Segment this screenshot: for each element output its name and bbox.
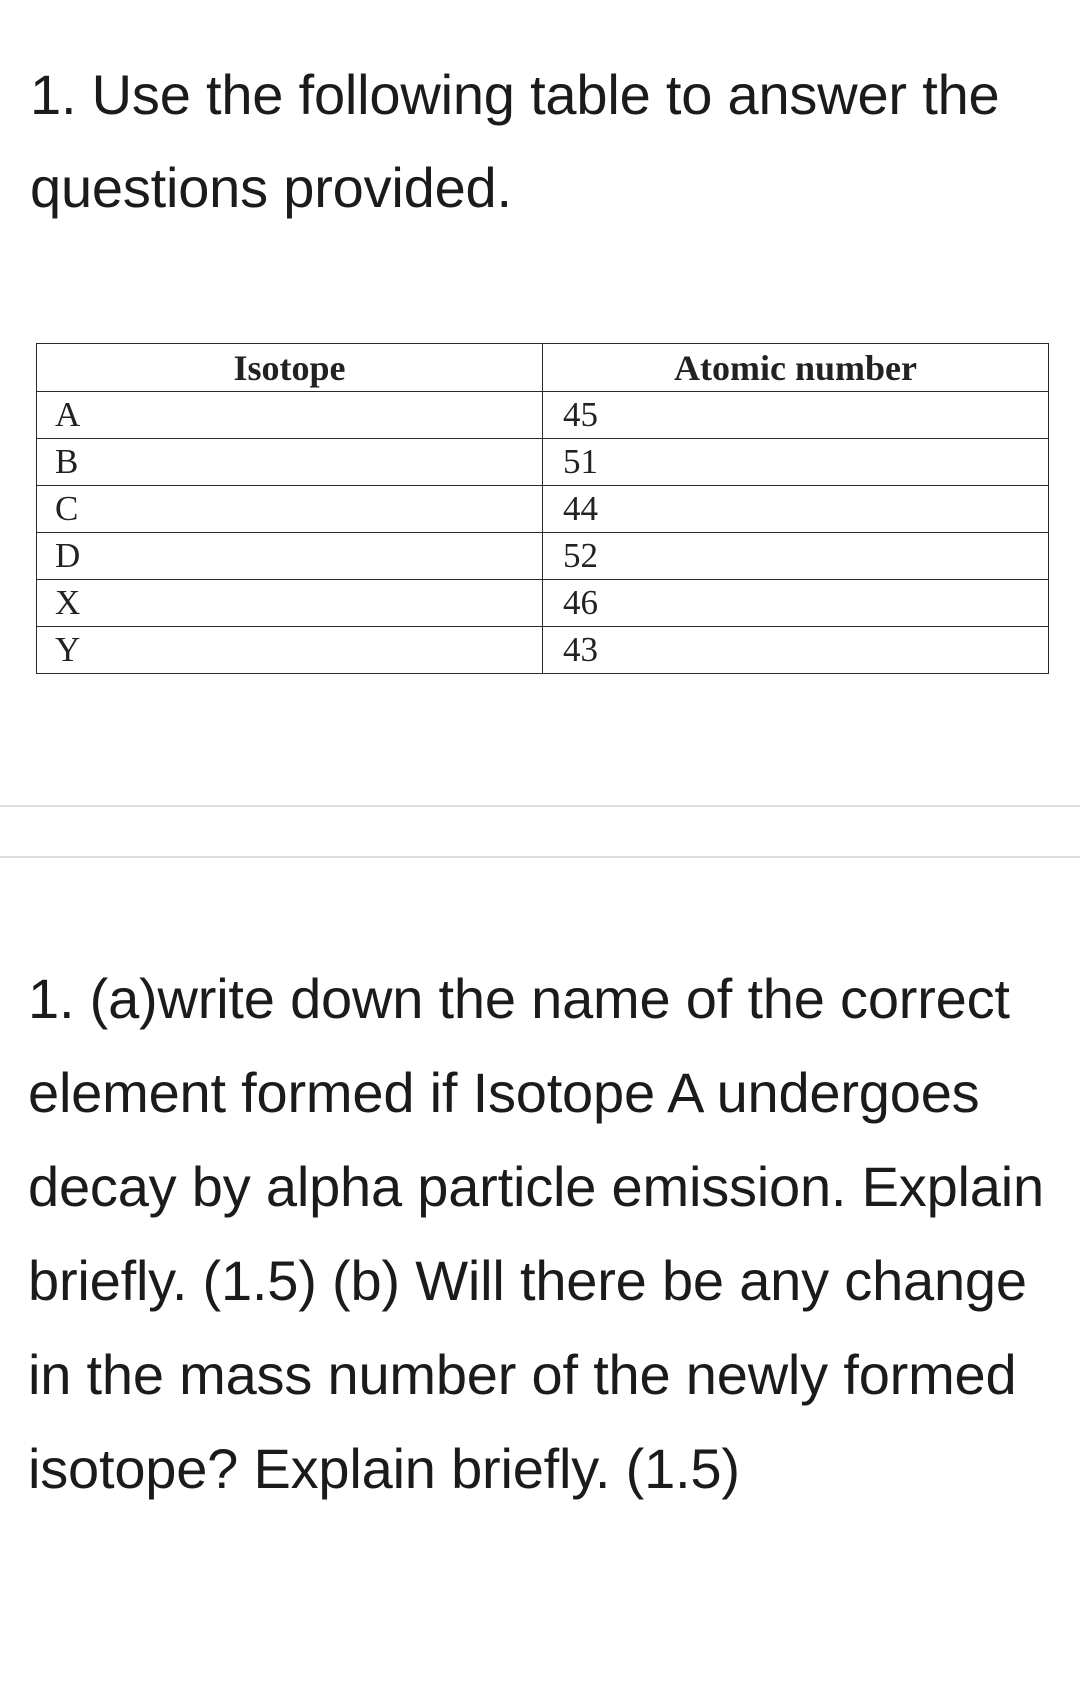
atomic-number-cell: 44 (543, 486, 1049, 533)
isotope-cell: B (37, 439, 543, 486)
table-row (37, 439, 1049, 486)
divider-bottom (0, 856, 1080, 858)
atomic-number-cell: 51 (543, 439, 1049, 486)
table-header-row (37, 344, 1049, 392)
isotope-table (36, 343, 1049, 674)
table-row (37, 486, 1049, 533)
table-row (37, 580, 1049, 627)
divider-top (0, 805, 1080, 807)
atomic-number-cell: 43 (543, 627, 1049, 674)
isotope-cell: C (37, 486, 543, 533)
table-row (37, 627, 1049, 674)
table-row (37, 533, 1049, 580)
column-header-isotope: Isotope (37, 344, 543, 392)
atomic-number-cell: 45 (543, 392, 1049, 439)
isotope-table-container (36, 343, 1048, 679)
column-header-atomic-number: Atomic number (543, 344, 1049, 392)
question-text: 1. (a)write down the name of the correct element formed if Isotope A undergoes decay by alpha particle emission. Explain briefly. (1.5) (b) Will there be any change in the mass number of the newly formed isotope? Explain briefly. (1.5) (28, 967, 1044, 1500)
isotope-cell: X (37, 580, 543, 627)
atomic-number-cell: 52 (543, 533, 1049, 580)
table-row (37, 392, 1049, 439)
isotope-cell: D (37, 533, 543, 580)
atomic-number-cell: 46 (543, 580, 1049, 627)
isotope-cell: Y (37, 627, 543, 674)
question-heading: 1. Use the following table to answer the questions provided. (30, 63, 1000, 219)
isotope-cell: A (37, 392, 543, 439)
